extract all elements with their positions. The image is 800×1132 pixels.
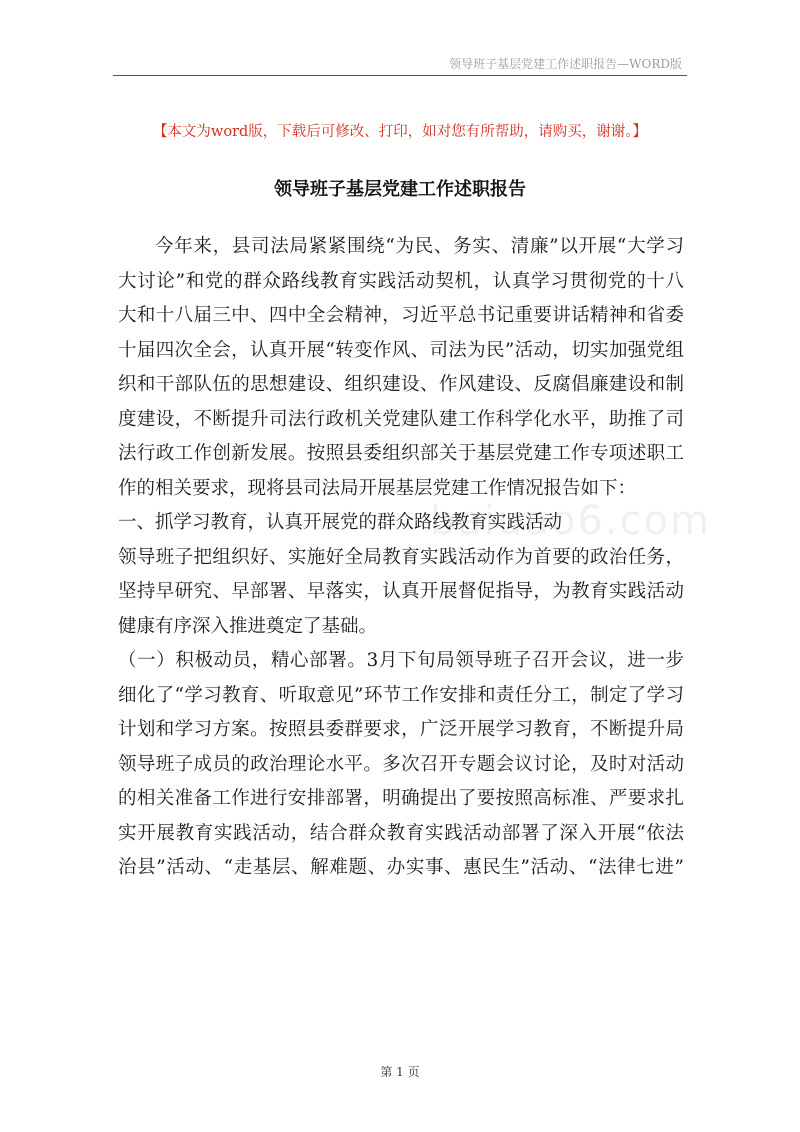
paragraph-line: 治县”活动、“走基层、解难题、办实事、惠民生”活动、“法律七进” — [118, 857, 684, 878]
paragraph-line: 大讨论”和党的群众路线教育实践活动契机，认真学习贯彻党的十八 — [118, 270, 684, 292]
paragraph-line: 大和十八届三中、四中全会精神，习近平总书记重要讲话精神和省委 — [118, 305, 684, 326]
paragraph-line: 织和干部队伍的思想建设、组织建设、作风建设、反腐倡廉建设和制 — [118, 374, 684, 395]
paragraph-line: 计划和学习方案。按照县委群要求，广泛开展学习教育，不断提升局 — [118, 719, 684, 740]
paragraph-line: 实开展教育实践活动，结合群众教育实践活动部署了深入开展“依法 — [118, 822, 684, 844]
paragraph-line: 坚持早研究、早部署、早落实，认真开展督促指导，为教育实践活动 — [118, 581, 684, 602]
paragraph-line: 领导班子成员的政治理论水平。多次召开专题会议讨论，及时对活动 — [118, 753, 684, 775]
paragraph-line: 细化了“学习教育、听取意见”环节工作安排和责任分工，制定了学习 — [118, 684, 684, 706]
paragraph-line: 的相关准备工作进行安排部署，明确提出了要按照高标准、严要求扎 — [118, 788, 684, 809]
watermark: baiuao6.com — [430, 498, 711, 544]
paragraph-line: 法行政工作创新发展。按照县委组织部关于基层党建工作专项述职工 — [118, 443, 684, 464]
paragraph-line: 十届四次全会，认真开展“转变作风、司法为民”活动，切实加强党组 — [118, 339, 684, 361]
document-body — [118, 230, 684, 886]
running-header: 领导班子基层党建工作述职报告—WORD版 — [449, 57, 682, 71]
paragraph-line: 度建设，不断提升司法行政机关党建队建工作科学化水平，助推了司 — [118, 408, 684, 430]
paragraph-line: 健康有序深入推进奠定了基础。 — [118, 615, 378, 637]
section-heading: 一、抓学习教育，认真开展党的群众路线教育实践活动 — [118, 512, 563, 533]
paragraph-line: （一）积极动员，精心部署。3月下旬局领导班子召开会议，进一步 — [118, 650, 684, 671]
document-title: 领导班子基层党建工作述职报告 — [274, 179, 526, 200]
paragraph-line: 领导班子把组织好、实施好全局教育实践活动作为首要的政治任务， — [118, 546, 684, 568]
page-number: 第 1 页 — [380, 1065, 420, 1079]
paragraph-line: 作的相关要求，现将县司法局开展基层党建工作情况报告如下： — [118, 477, 637, 499]
paragraph-line: 今年来，县司法局紧紧围绕“为民、务实、清廉”以开展“大学习 — [155, 236, 684, 257]
header-divider — [113, 75, 687, 76]
download-notice: 【本文为word版，下载后可修改、打印，如对您有所帮助，请购买，谢谢。】 — [152, 124, 648, 140]
